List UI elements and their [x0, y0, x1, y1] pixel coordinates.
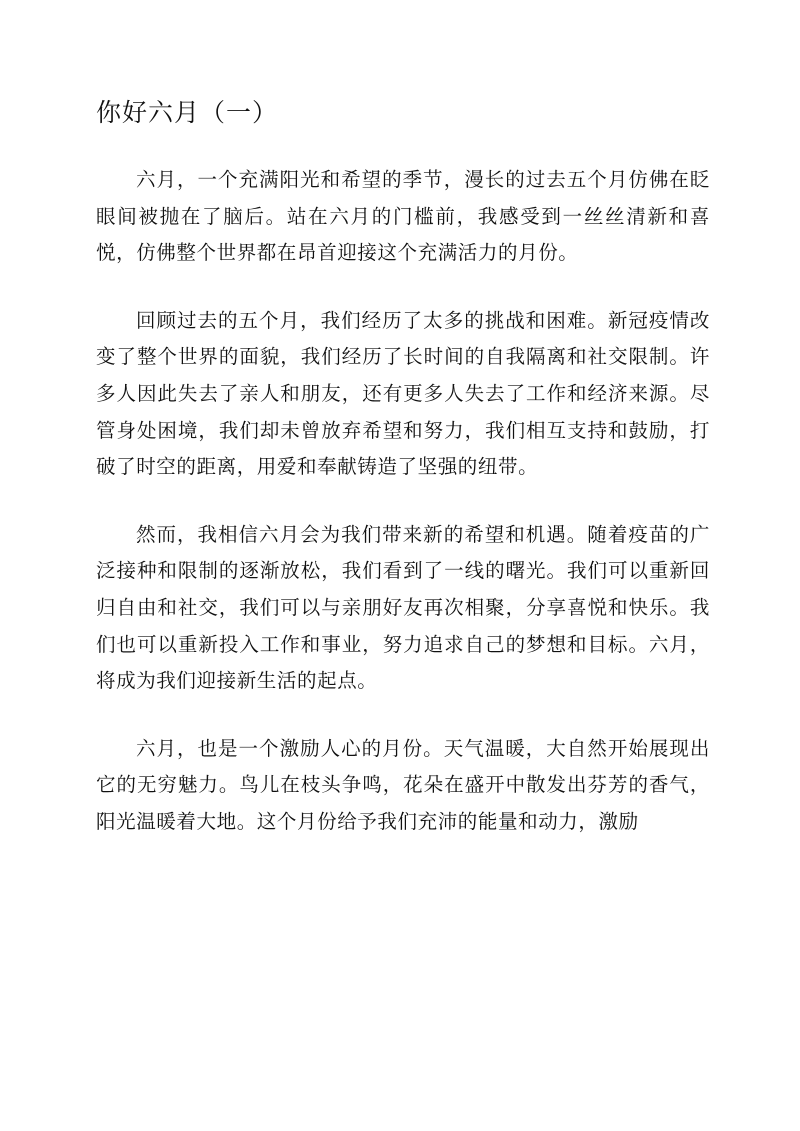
document-title: 你好六月（一）	[96, 98, 279, 127]
paragraph-2: 回顾过去的五个月，我们经历了太多的挑战和困难。新冠疫情改变了整个世界的面貌，我们经历了长时间的自我隔离和社交限制。许多人因此失去了亲人和朋友，还有更多人失去了工作和经济来源。尽管身处困境，我们却未曾放弃希望和努力，我们相互支持和鼓励，打破了时空的距离，用爱和奉献铸造了坚强的纽带。	[96, 308, 710, 479]
paragraph-4: 六月，也是一个激励人心的月份。天气温暖，大自然开始展现出它的无穷魅力。鸟儿在枝头争鸣，花朵在盛开中散发出芬芳的香气，阳光温暖着大地。这个月份给予我们充沛的能量和动力，激励	[96, 736, 710, 833]
document-page	[96, 96, 710, 872]
paragraph-3: 然而，我相信六月会为我们带来新的希望和机遇。随着疫苗的广泛接种和限制的逐渐放松，我们看到了一线的曙光。我们可以重新回归自由和社交，我们可以与亲朋好友再次相聚，分享喜悦和快乐。我们也可以重新投入工作和事业，努力追求自己的梦想和目标。六月，将成为我们迎接新生活的起点。	[96, 522, 710, 693]
paragraph-1: 六月，一个充满阳光和希望的季节，漫长的过去五个月仿佛在眨眼间被抛在了脑后。站在六月的门槛前，我感受到一丝丝清新和喜悦，仿佛整个世界都在昂首迎接这个充满活力的月份。	[96, 168, 710, 265]
